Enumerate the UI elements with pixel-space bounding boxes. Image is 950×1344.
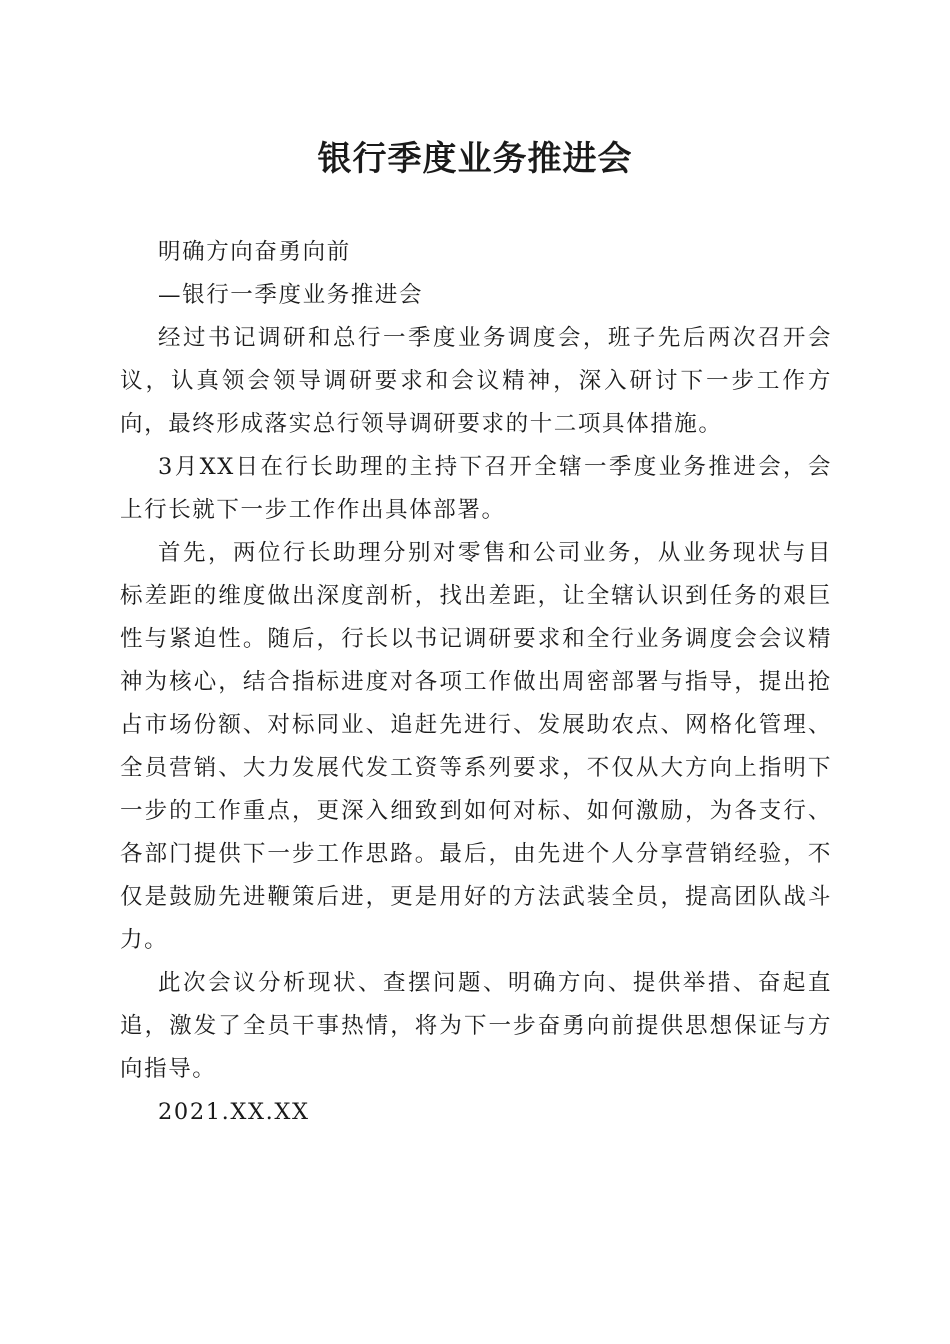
document-date: 2021.XX.XX — [158, 1099, 310, 1125]
paragraph-details: 首先，两位行长助理分别对零售和公司业务，从业务现状与目标差距的维度做出深度剖析，找出差距，让全辖认识到任务的艰巨性与紧迫性。随后，行长以书记调研要求和全行业务调度会会议精神为核心，结合指标进度对各项工作做出周密部署与指导，提出抢占市场份额、对标同业、追赶先进行、发展助农点、网格化管理、全员营销、大力发展代发工资等系列要求，不仅从大方向上指明下一步的工作重点，更深入细致到如何对标、如何激励，为各支行、各部门提供下一步工作思路。最后，由先进个人分享营销经验，不仅是鼓励先进鞭策后进，更是用好的方法武装全员，提高团队战斗力。 — [120, 540, 832, 953]
subtitle-line: 明确方向奋勇向前 — [158, 239, 351, 265]
document-body — [120, 231, 832, 1134]
document-title: 银行季度业务推进会 — [317, 139, 633, 179]
subtitle-byline: —银行一季度业务推进会 — [158, 282, 424, 308]
paragraph-conclusion: 此次会议分析现状、查摆问题、明确方向、提供举措、奋起直追，激发了全员干事热情，将为下一步奋勇向前提供思想保证与方向指导。 — [120, 970, 832, 1082]
paragraph-meeting: 3月XX日在行长助理的主持下召开全辖一季度业务推进会，会上行长就下一步工作作出具体部署。 — [120, 454, 832, 523]
paragraph-intro: 经过书记调研和总行一季度业务调度会，班子先后两次召开会议，认真领会领导调研要求和会议精神，深入研讨下一步工作方向，最终形成落实总行领导调研要求的十二项具体措施。 — [120, 325, 832, 437]
